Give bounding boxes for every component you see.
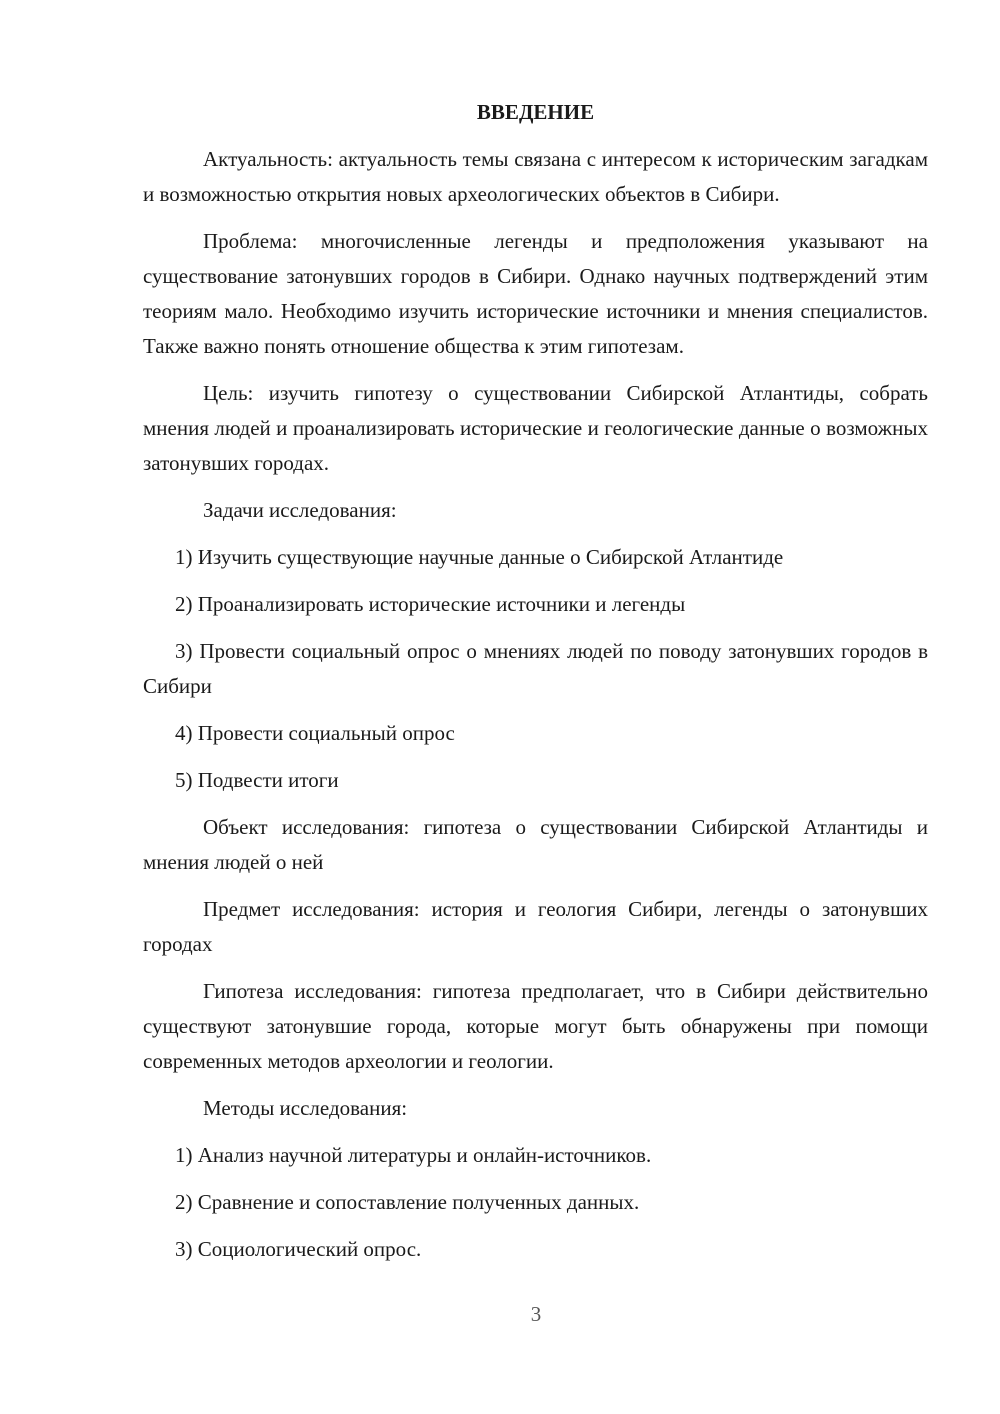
task-item: 4) Провести социальный опрос xyxy=(175,721,455,745)
tasks-heading: Задачи исследования: xyxy=(203,498,397,522)
method-item: 2) Сравнение и сопоставление полученных данных. xyxy=(175,1190,640,1214)
method-item: 1) Анализ научной литературы и онлайн-источников. xyxy=(175,1143,652,1167)
page-content xyxy=(143,95,928,1279)
problem-paragraph: Проблема: многочисленные легенды и предположения указывают на существование затонувших городов в Сибири. Однако научных подтверждений этим теориям мало. Необходимо изучить исторические источники и мнения специалистов. Также важно понять отношение общества к этим гипотезам. xyxy=(143,229,928,358)
methods-heading: Методы исследования: xyxy=(203,1096,408,1120)
method-item: 3) Социологический опрос. xyxy=(175,1237,422,1261)
hypothesis-paragraph: Гипотеза исследования: гипотеза предполагает, что в Сибири действительно существуют затонувшие города, которые могут быть обнаружены при помощи современных методов археологии и геологии. xyxy=(143,979,928,1073)
task-item: 5) Подвести итоги xyxy=(175,768,339,792)
subject-paragraph: Предмет исследования: история и геология Сибири, легенды о затонувших городах xyxy=(143,897,928,956)
relevance-paragraph: Актуальность: актуальность темы связана с интересом к историческим загадкам и возможностью открытия новых археологических объектов в Сибири. xyxy=(143,147,928,206)
goal-paragraph: Цель: изучить гипотезу о существовании Сибирской Атлантиды, собрать мнения людей и проанализировать исторические и геологические данные о возможных затонувших городах. xyxy=(143,381,928,475)
task-item: 1) Изучить существующие научные данные о Сибирской Атлантиде xyxy=(175,545,784,569)
task-item: 2) Проанализировать исторические источники и легенды xyxy=(175,592,686,616)
section-title: ВВЕДЕНИЕ xyxy=(476,100,595,124)
task-item: 3) Провести социальный опрос о мнениях людей по поводу затонувших городов в Сибири xyxy=(143,639,928,698)
page-number: 3 xyxy=(530,1302,542,1326)
object-paragraph: Объект исследования: гипотеза о существовании Сибирской Атлантиды и мнения людей о ней xyxy=(143,815,928,874)
